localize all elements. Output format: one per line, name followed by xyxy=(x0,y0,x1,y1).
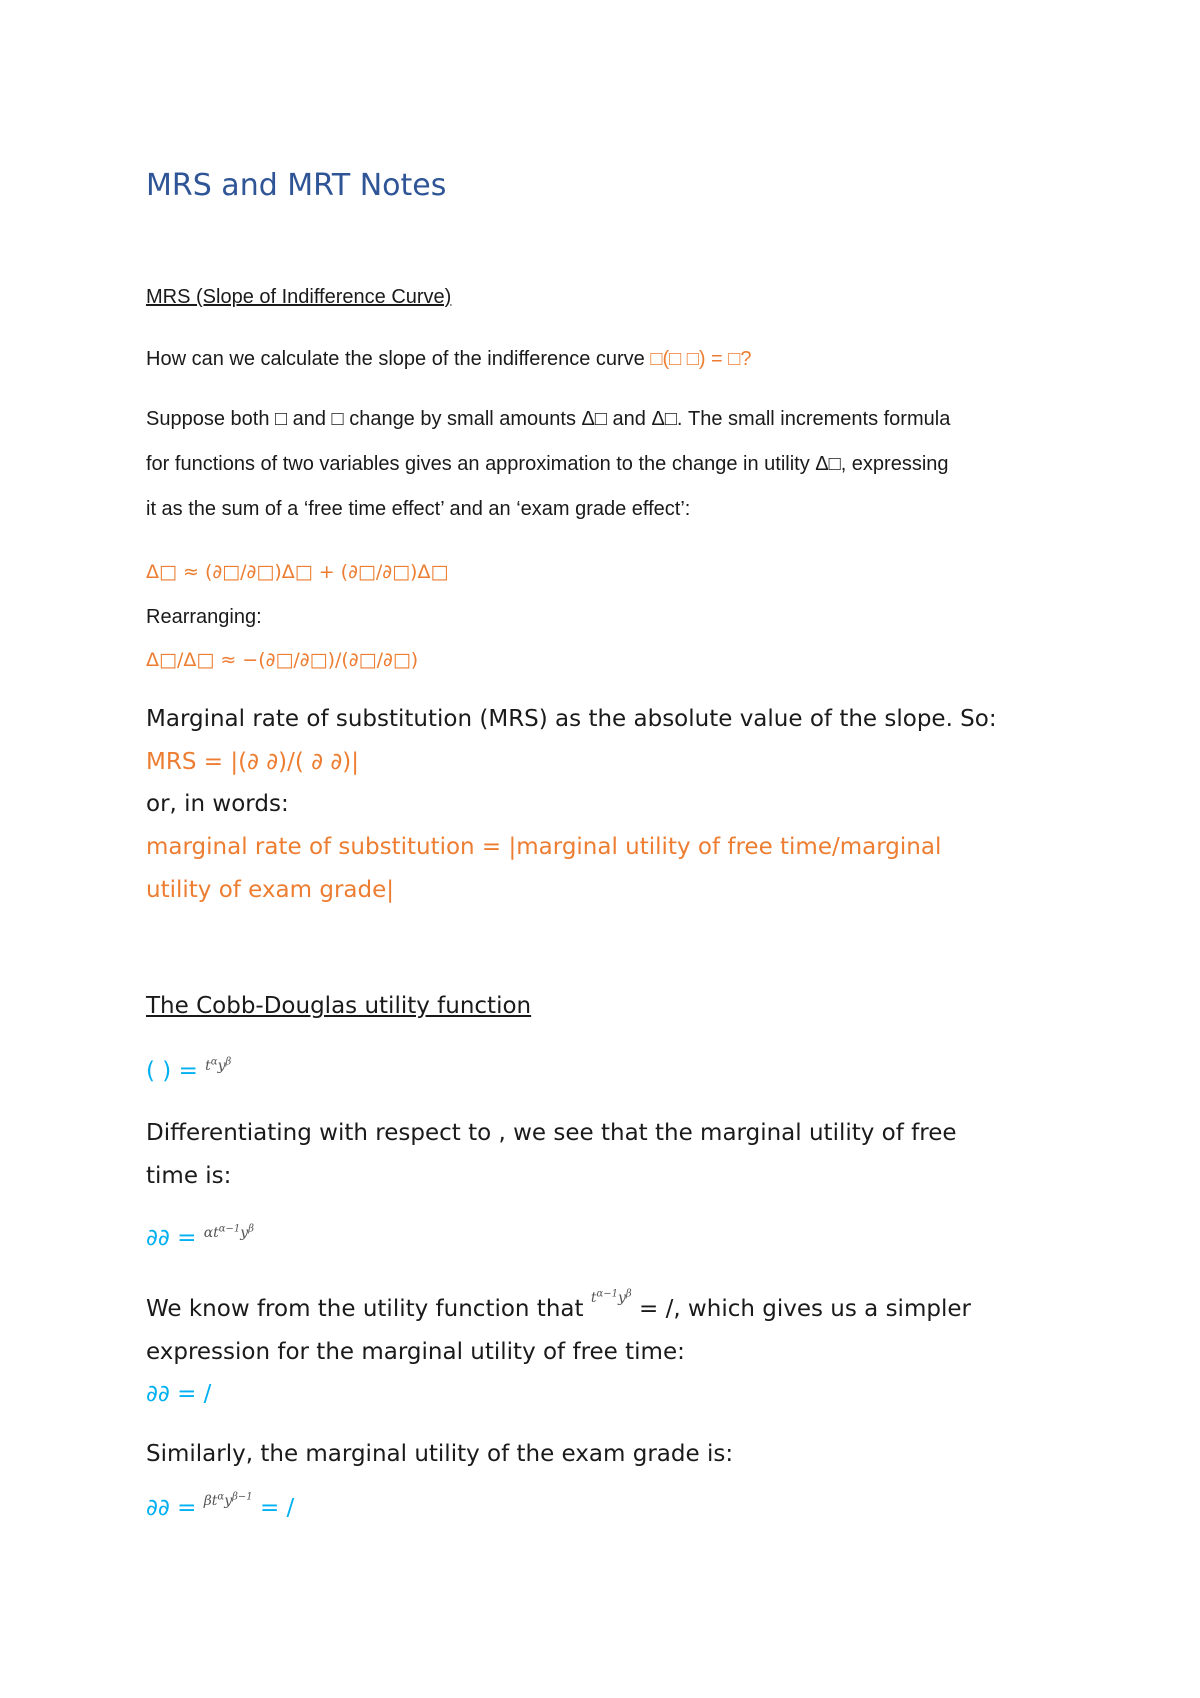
differentiating-line-2: time is: xyxy=(146,1163,232,1189)
page-title: MRS and MRT Notes xyxy=(146,168,447,203)
mrs-words-line-2: utility of exam grade| xyxy=(146,877,395,903)
mu-exam-grade-equation xyxy=(146,1491,295,1521)
we-know-suffix: = /, which gives us a simpler xyxy=(631,1296,971,1322)
mu-free-time-equation xyxy=(146,1225,254,1251)
question-text: How can we calculate the slope of the indifference curve xyxy=(146,348,651,370)
mu-free-time-lhs: ∂∂ = xyxy=(146,1225,204,1251)
we-know-line-2: expression for the marginal utility of free time: xyxy=(146,1339,685,1365)
question-line xyxy=(146,348,752,371)
equation-small-increments: Δ□ ≈ (∂□/∂□)Δ□ + (∂□/∂□)Δ□ xyxy=(146,561,449,583)
mrs-formula: MRS = |(∂ ∂)/( ∂ ∂)| xyxy=(146,749,359,775)
cobb-douglas-equation xyxy=(146,1058,231,1084)
differentiating-line-1: Differentiating with respect to , we see that the marginal utility of free xyxy=(146,1120,957,1146)
in-words-label: or, in words: xyxy=(146,791,289,817)
paragraph-line-1: Suppose both □ and □ change by small amounts Δ□ and Δ□. The small increments formula xyxy=(146,408,951,430)
we-know-line-1 xyxy=(146,1288,971,1322)
mu-free-time-simpler: ∂∂ = / xyxy=(146,1381,212,1407)
mu-exam-grade-lhs: ∂∂ = xyxy=(146,1495,204,1521)
cobb-douglas-lhs: ( ) = xyxy=(146,1058,206,1084)
section-heading-mrs: MRS (Slope of Indifference Curve) xyxy=(146,286,452,308)
mu-free-time-rhs-image: αtα−1yβ xyxy=(203,1223,254,1241)
paragraph-line-3: it as the sum of a ‘free time effect’ and an ‘exam grade effect’: xyxy=(146,498,691,520)
mu-exam-grade-rhs-image: βtαyβ−1 xyxy=(203,1491,253,1509)
we-know-math-image: tα−1yβ xyxy=(590,1288,632,1306)
we-know-text: We know from the utility function that xyxy=(146,1296,591,1322)
mu-exam-grade-suffix: = / xyxy=(252,1495,295,1521)
section-heading-cobb-douglas: The Cobb-Douglas utility function xyxy=(146,993,532,1019)
rearranging-label: Rearranging: xyxy=(146,606,262,628)
mrs-words-line-1: marginal rate of substitution = |marginal utility of free time/marginal xyxy=(146,834,942,860)
equation-rearranged: Δ□/Δ□ ≈ −(∂□/∂□)/(∂□/∂□) xyxy=(146,649,419,671)
question-mark: ? xyxy=(740,348,752,370)
question-math: □(□ □) = □ xyxy=(650,348,741,370)
cobb-douglas-rhs-image: tαyβ xyxy=(205,1056,232,1074)
mrs-sentence: Marginal rate of substitution (MRS) as the absolute value of the slope. So: xyxy=(146,706,997,732)
similarly-line: Similarly, the marginal utility of the exam grade is: xyxy=(146,1441,734,1467)
paragraph-line-2: for functions of two variables gives an approximation to the change in utility Δ□, expressing xyxy=(146,453,949,475)
